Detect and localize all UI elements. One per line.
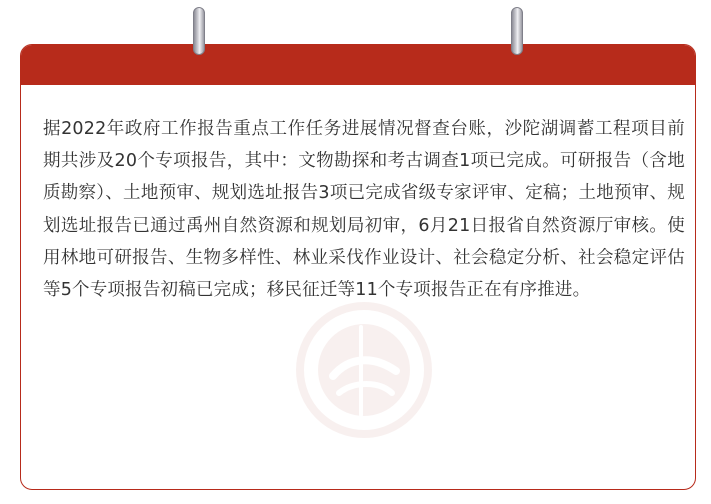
- card-header-bar: [21, 45, 695, 85]
- city-seal-watermark-icon: [291, 297, 437, 443]
- card-body: [43, 113, 685, 306]
- binder-ring-left-icon: [193, 7, 205, 55]
- note-card: [20, 44, 696, 490]
- binder-ring-right-icon: [511, 7, 523, 55]
- article-paragraph: 据2022年政府工作报告重点工作任务进展情况督查台账，沙陀湖调蓄工程项目前期共涉及20个专项报告，其中：文物勘探和考古调查1项已完成。可研报告（含地质勘察）、土地预审、规划选址报告3项已完成省级专家评审、定稿；土地预审、规划选址报告已通过禹州自然资源和规划局初审，6月21日报省自然资源厅审核。使用林地可研报告、生物多样性、林业采伐作业设计、社会稳定分析、社会稳定评估等5个专项报告初稿已完成；移民征迁等11个专项报告正在有序推进。: [43, 119, 685, 301]
